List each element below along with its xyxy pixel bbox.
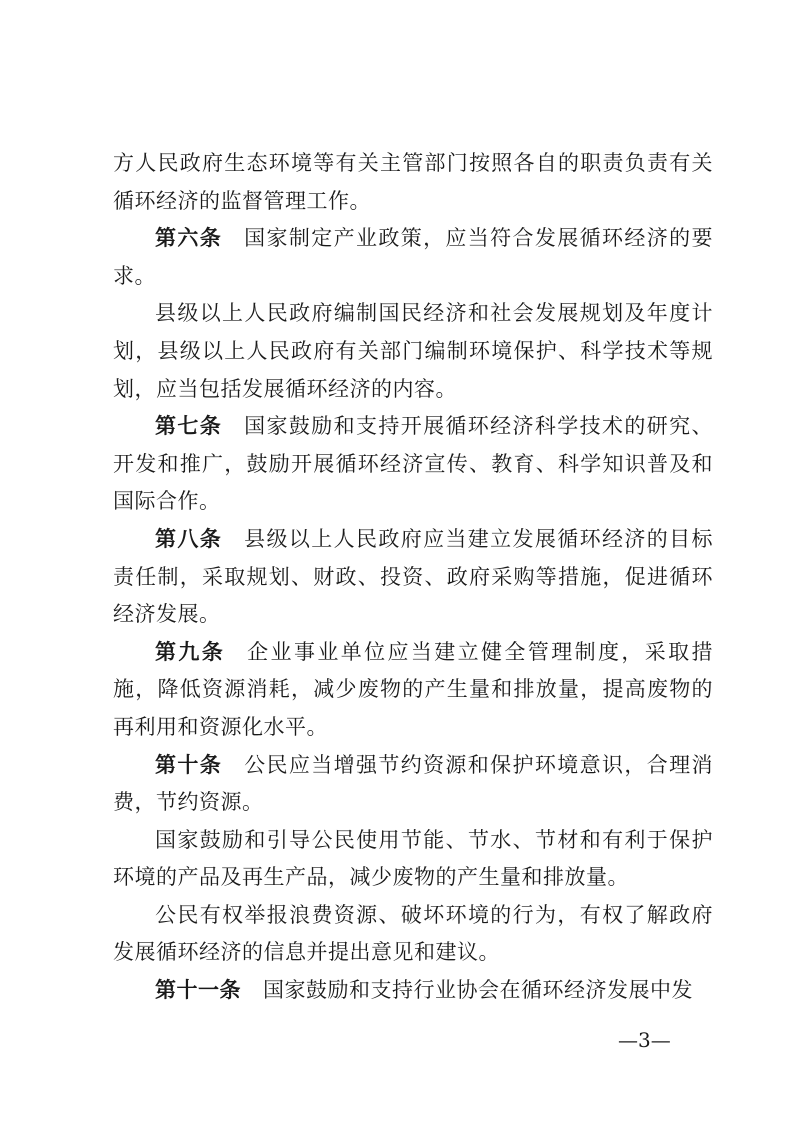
- paragraph: [113, 897, 713, 972]
- article-title: 第七条: [155, 414, 223, 439]
- paragraph-text: 县级以上人民政府编制国民经济和社会发展规划及年度计划，县级以上人民政府有关部门编制环境保护、科学技术等规划，应当包括发展循环经济的内容。: [113, 301, 713, 401]
- article-11: [113, 972, 713, 1010]
- article-title: 第十一条: [155, 978, 241, 1003]
- article-8: [113, 521, 713, 634]
- article-9: [113, 634, 713, 747]
- paragraph-continuation: [113, 145, 713, 220]
- paragraph: [113, 295, 713, 408]
- article-text: 国家制定产业政策，应当符合发展循环经济的要求。: [113, 226, 713, 288]
- paragraph-text: 公民有权举报浪费资源、破坏环境的行为，有权了解政府发展循环经济的信息并提出意见和建议。: [113, 902, 713, 965]
- article-title: 第九条: [155, 639, 226, 664]
- article-10: [113, 747, 713, 822]
- article-title: 第八条: [155, 526, 223, 551]
- paragraph-text: 国家鼓励和引导公民使用节能、节水、节材和有利于保护环境的产品及再生产品，减少废物的产生量和排放量。: [113, 827, 713, 890]
- article-text: 公民应当增强节约资源和保护环境意识，合理消费，节约资源。: [113, 752, 713, 815]
- article-text: 县级以上人民政府应当建立发展循环经济的目标责任制，采取规划、财政、投资、政府采购等措施，促进循环经济发展。: [113, 526, 713, 627]
- article-title: 第十条: [155, 752, 223, 777]
- paragraph: [113, 822, 713, 897]
- article-7: [113, 408, 713, 521]
- article-6: [113, 220, 713, 295]
- page-number: —3—: [618, 1028, 671, 1052]
- body-text: [113, 145, 713, 1010]
- article-text: 国家鼓励和支持行业协会在循环经济发展中发: [263, 978, 693, 1003]
- paragraph-text: 方人民政府生态环境等有关主管部门按照各自的职责负责有关循环经济的监督管理工作。: [113, 151, 713, 213]
- article-title: 第六条: [155, 226, 223, 251]
- article-text: 企业事业单位应当建立健全管理制度，采取措施，降低资源消耗，减少废物的产生量和排放量，提高废物的再利用和资源化水平。: [113, 639, 714, 739]
- article-text: 国家鼓励和支持开展循环经济科学技术的研究、开发和推广，鼓励开展循环经济宣传、教育、科学知识普及和国际合作。: [113, 414, 713, 514]
